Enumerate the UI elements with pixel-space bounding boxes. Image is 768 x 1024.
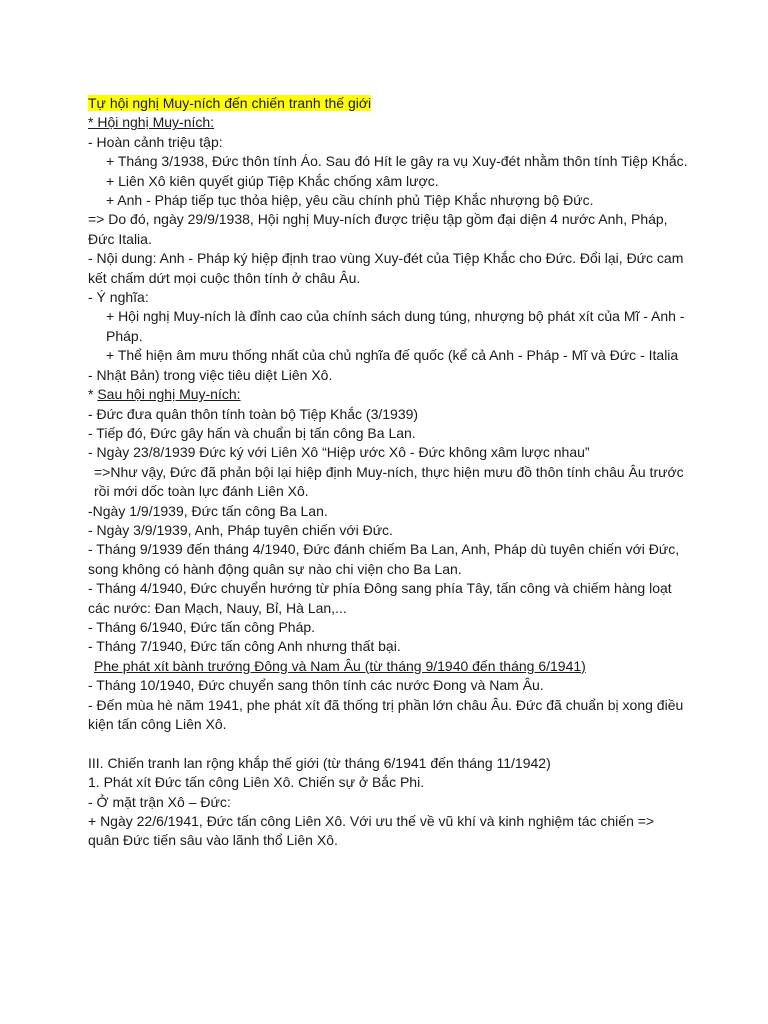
document-title [88, 94, 688, 113]
title-highlight: Tự hội nghị Muy-ních đến chiến tranh thế giới [88, 95, 372, 111]
context-item-2: + Liên Xô kiên quyết giúp Tiệp Khắc chống xâm lược. [106, 172, 439, 189]
context-label: - Hoàn cảnh triệu tập: [88, 133, 223, 150]
front-label: - Ở mặt trận Xô – Đức: [88, 793, 231, 810]
context-item-3: + Anh - Pháp tiếp tục thỏa hiệp, yêu cầu chính phủ Tiệp Khắc nhượng bộ Đức. [106, 192, 594, 209]
subsection-heading: 1. Phát xít Đức tấn công Liên Xô. Chiến sự ở Bắc Phi. [88, 774, 425, 791]
document-body [88, 94, 688, 851]
after-item-7: - Tháng 9/1939 đến tháng 4/1940, Đức đánh chiếm Ba Lan, Anh, Pháp dù tuyên chiến với Đức, song không có hành động quân sự nào chi viện cho Ba Lan. [88, 541, 680, 577]
after-item-4: =>Như vậy, Đức đã phản bội lại hiệp định Muy-ních, thực hiện mưu đồ thôn tính châu Âu trước rồi mới dốc toàn lực đánh Liên Xô. [94, 463, 684, 500]
context-item-1: + Tháng 3/1938, Đức thôn tính Áo. Sau đó Hít le gây ra vụ Xuy-đét nhằm thôn tính Tiệp Khắc. [106, 153, 688, 170]
after-item-6: - Ngày 3/9/1939, Anh, Pháp tuyên chiến với Đức. [88, 521, 393, 538]
after-item-10: - Tháng 7/1940, Đức tấn công Anh nhưng thất bại. [88, 638, 401, 655]
after-item-3: - Ngày 23/8/1939 Đức ký với Liên Xô “Hiệp ước Xô - Đức không xâm lược nhau” [88, 444, 590, 461]
section-heading-war-spread: III. Chiến tranh lan rộng khắp thế giới (từ tháng 6/1941 đến tháng 11/1942) [88, 754, 551, 771]
significance-item-1: + Hội nghị Muy-ních là đỉnh cao của chính sách dung túng, nhượng bộ phát xít của Mĩ - Anh - Pháp. [106, 308, 685, 344]
after-item-5: -Ngày 1/9/1939, Đức tấn công Ba Lan. [88, 502, 328, 519]
section-heading-fascist-expansion: Phe phát xít bành trướng Đông và Nam Âu (từ tháng 9/1940 đến tháng 6/1941) [94, 657, 586, 674]
expansion-item-1: - Tháng 10/1940, Đức chuyển sang thôn tính các nước Đong và Nam Âu. [88, 677, 544, 694]
after-item-9: - Tháng 6/1940, Đức tấn công Pháp. [88, 618, 316, 635]
content-paragraph: - Nội dung: Anh - Pháp ký hiệp định trao vùng Xuy-đét của Tiệp Khắc cho Đức. Đổi lại, Đức cam kết chấm dứt mọi cuộc thôn tính ở châu Âu. [88, 250, 684, 286]
after-item-8: - Tháng 4/1940, Đức chuyển hướng từ phía Đông sang phía Tây, tấn công và chiếm hàng loạt các nước: Đan Mạch, Nauy, Bỉ, Hà Lan,... [88, 580, 672, 616]
section-prefix: * [88, 386, 98, 403]
after-item-1: - Đức đưa quân thôn tính toàn bộ Tiệp Khắc (3/1939) [88, 405, 419, 422]
section-heading-munich: * Hội nghị Muy-ních: [88, 114, 215, 131]
significance-item-2-cont: - Nhật Bản) trong việc tiêu diệt Liên Xô. [88, 366, 333, 383]
significance-item-2: + Thể hiện âm mưu thống nhất của chủ nghĩa đế quốc (kể cả Anh - Pháp - Mĩ và Đức - Italia [106, 347, 679, 364]
significance-label: - Ý nghĩa: [88, 289, 149, 306]
section-heading-text: Sau hội nghị Muy-ních: [97, 386, 241, 403]
section-heading-after-munich [88, 385, 688, 404]
expansion-item-2: - Đến mùa hè năm 1941, phe phát xít đã thống trị phần lớn châu Âu. Đức đã chuẩn bị xong điều kiện tấn công Liên Xô. [88, 696, 684, 732]
paragraph-gap [88, 734, 688, 753]
conclusion-paragraph: => Do đó, ngày 29/9/1938, Hội nghị Muy-ních được triệu tập gồm đại diện 4 nước Anh, Pháp, Đức Italia. [88, 211, 668, 247]
front-item-1: + Ngày 22/6/1941, Đức tấn công Liên Xô. Với ưu thế về vũ khí và kinh nghiệm tác chiến => quân Đức tiến sâu vào lãnh thổ Liên Xô. [88, 813, 655, 849]
after-item-2: - Tiếp đó, Đức gây hấn và chuẩn bị tấn công Ba Lan. [88, 424, 416, 441]
